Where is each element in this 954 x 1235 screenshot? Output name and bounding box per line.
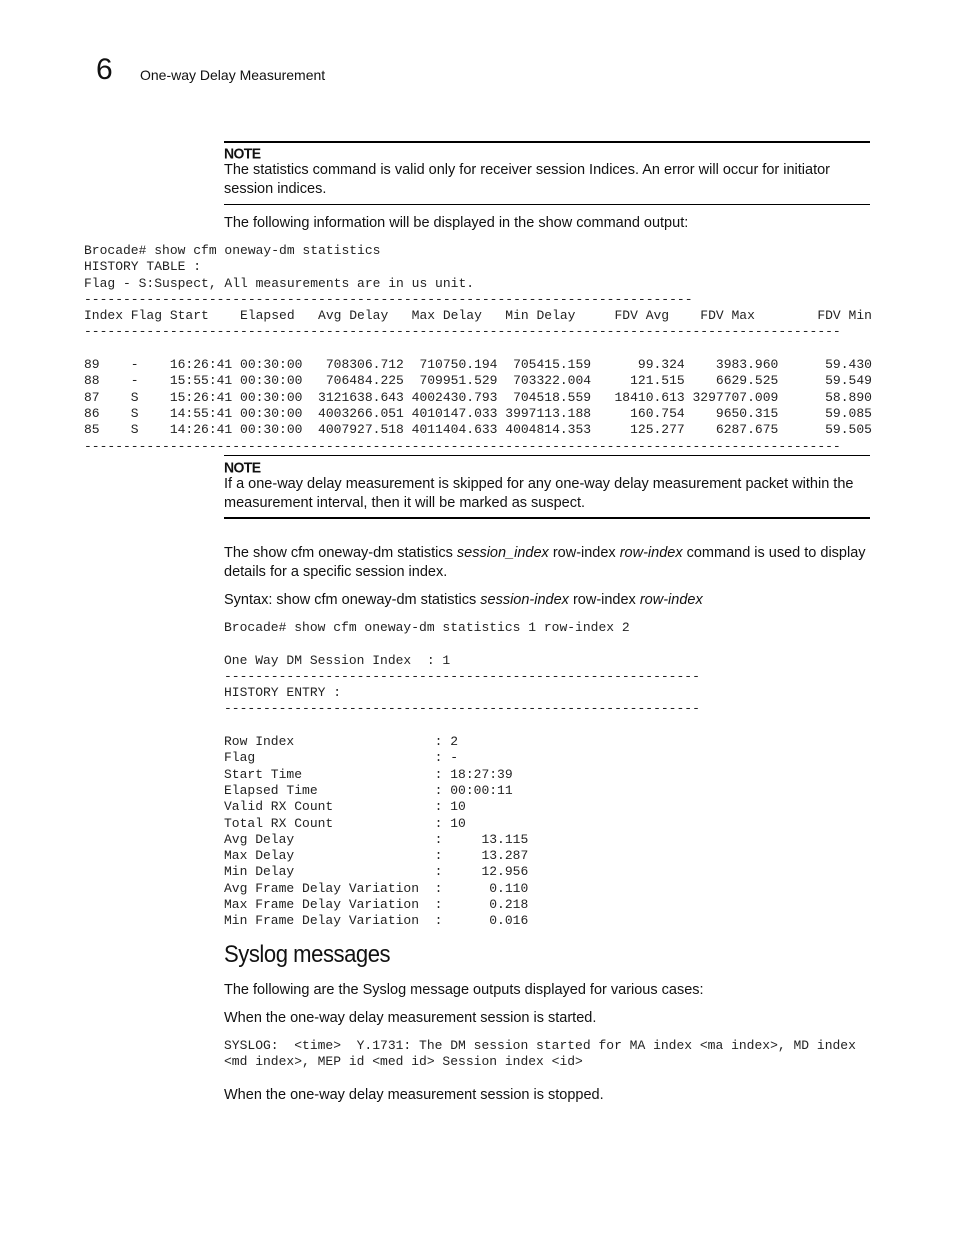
syslog-intro: The following are the Syslog message outputs displayed for various cases: [224,982,704,998]
syslog-output: SYSLOG: <time> Y.1731: The DM session started for MA index <ma index>, MD index <md index>, MEP id <med id> Session index <id> [224,1038,856,1070]
note-label: NOTE [224,458,261,476]
note-top-rule [224,455,870,456]
section-heading: Syslog messages [224,941,391,968]
syntax-line: Syntax: show cfm oneway-dm statistics session-index row-index row-index [224,592,703,608]
note-label: NOTE [224,144,261,162]
intro-text: The following information will be displayed in the show command output: [224,215,689,231]
case-started-text: When the one-way delay measurement session is started. [224,1010,597,1026]
note-text: If a one-way delay measurement is skipped for any one-way delay measurement packet within the measurement interval, then it will be marked as suspect. [224,476,854,511]
chapter-number: 6 [96,53,113,86]
statistics-output: Brocade# show cfm oneway-dm statistics HISTORY TABLE : Flag - S:Suspect, All measurements are in us unit. ------------------------------------------------------------------------------ Index Flag Start Elapsed Avg Delay Max Delay Min Delay FDV Avg FDV Max FDV Min ------------------------------------------------------------------------------------------------- 89 - 16:26:41 00:30:00 708306.712 710750.194 705415.159 99.324 3983.960 59.430 88 - 15:55:41 00:30:00 706484.225 709951.529 703322.004 121.515 6629.525 59.549 87 S 15:26:41 00:30:00 3121638.643 4002430.793 704518.559 18410.613 3297707.009 58.890 86 S 14:55:41 00:30:00 4003266.051 4010147.033 3997113.188 160.754 9650.315 59.085 85 S 14:26:41 00:30:00 4007927.518 4011404.633 4004814.353 125.277 6287.675 59.505 ------------------------------------------------------------------------------------------------- [84,243,872,454]
note-text: The statistics command is valid only for receiver session Indices. An error will occur for initiator session indices. [224,162,830,197]
note-top-rule [224,141,870,143]
note-bottom-rule [224,517,870,519]
note-bottom-rule [224,204,870,205]
row-index-output: Brocade# show cfm oneway-dm statistics 1 row-index 2 One Way DM Session Index : 1 ------------------------------------------------------------- HISTORY ENTRY : ------------------------------------------------------------- Row Index : 2 Flag : - Start Time : 18:27:39 Elapsed Time : 00:00:11 Valid RX Count : 10 Total RX Count : 10 Avg Delay : 13.115 Max Delay : 13.287 Min Delay : 12.956 Avg Frame Delay Variation : 0.110 Max Frame Delay Variation : 0.218 Min Frame Delay Variation : 0.016 [224,620,700,929]
chapter-title: One-way Delay Measurement [140,67,326,83]
command-description: The show cfm oneway-dm statistics session_index row-index row-index command is used to display details for a specific session index. [224,545,866,580]
case-stopped-text: When the one-way delay measurement session is stopped. [224,1087,604,1103]
